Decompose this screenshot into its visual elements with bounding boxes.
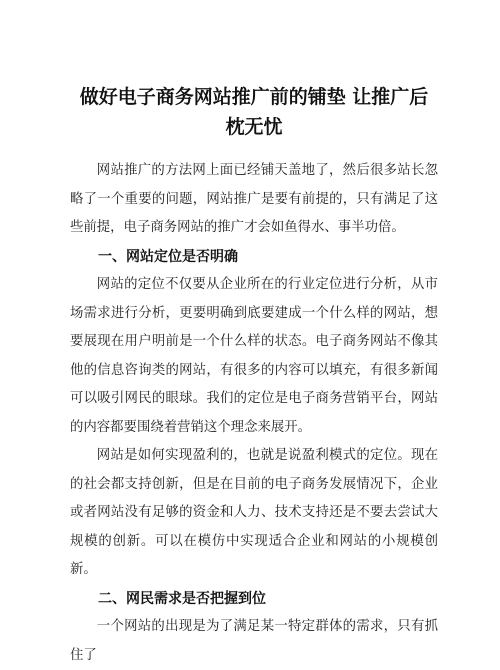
section2-paragraph-1: 一个网站的出现是为了满足某一特定群体的需求，只有抓住了 — [70, 619, 438, 663]
section1-paragraph-2: 网站是如何实现盈利的，也就是说盈利模式的定位。现在的社会都支持创新，但是在目前的电子商务发展情况下，企业或者网站没有足够的资金和人力、技术支持还是不要去尝试大规模的创新。可以在模仿中实现适合企业和网站的小规模创新。 — [70, 448, 438, 577]
section-heading-2: 二、网民需求是否把握到位 — [98, 590, 266, 607]
section-heading-1: 一、网站定位是否明确 — [98, 248, 238, 265]
section1-paragraph-1: 网站的定位不仅要从企业所在的行业定位进行分析，从市场需求进行分析，更要明确到底要建成一个什么样的网站，想要展现在用户明前是一个什么样的状态。电子商务网站不像其他的信息咨询类的网站，有很多的内容可以填充，有很多新闻可以吸引网民的眼球。我们的定位是电子商务营销平台，网站的内容都要围绕着营销这个理念来展开。 — [70, 277, 438, 435]
article-title: 做好电子商务网站推广前的铺垫 让推广后枕无忧 — [79, 86, 429, 138]
intro-paragraph: 网站推广的方法网上面已经铺天盖地了，然后很多站长忽略了一个重要的问题，网站推广是要有前提的，只有满足了这些前提，电子商务网站的推广才会如鱼得水、事半功倍。 — [70, 163, 438, 235]
